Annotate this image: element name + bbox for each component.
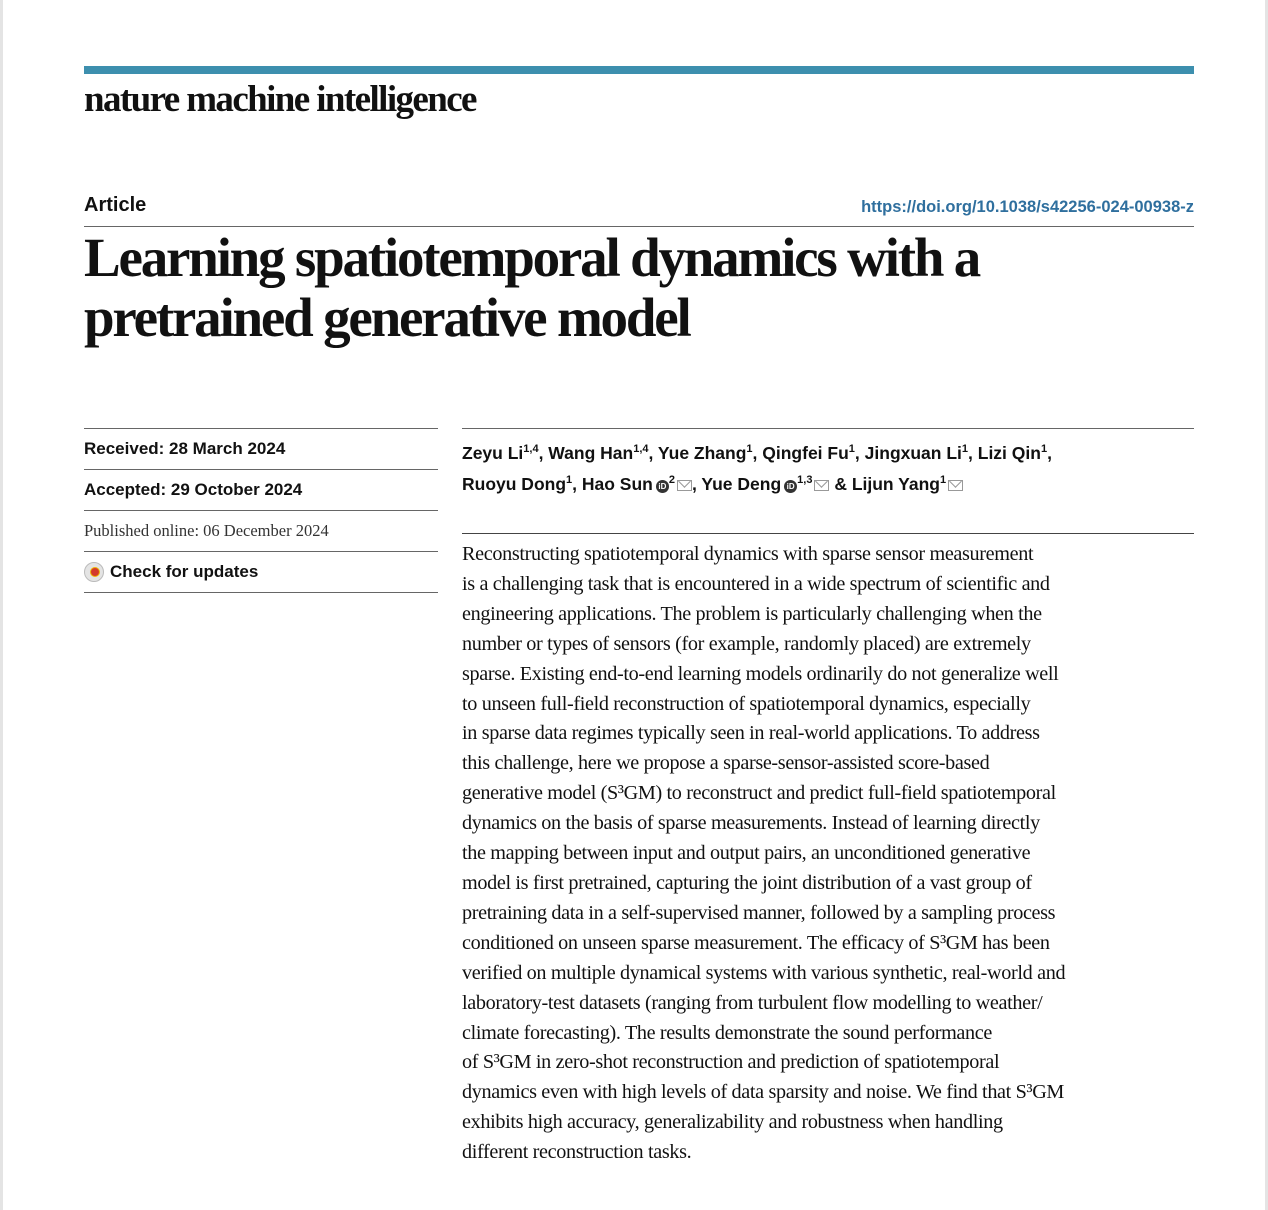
abstract-line: conditioned on unseen sparse measurement. The efficacy of S³GM has been (462, 931, 1050, 954)
check-updates-label: Check for updates (110, 562, 259, 581)
abstract-line: number or types of sensors (for example, randomly placed) are extremely (462, 632, 1031, 655)
author-affiliation: 1,3 (797, 473, 813, 486)
author-affiliation: 2 (668, 473, 675, 486)
author-separator: , (648, 442, 658, 463)
check-updates-icon (84, 562, 104, 582)
author-name: Yue Zhang (657, 442, 747, 463)
author-affiliation: 1 (940, 473, 947, 486)
orcid-icon[interactable]: iD (656, 480, 669, 493)
author[interactable] (658, 443, 753, 463)
abstract-line: exhibits high accuracy, generalizability and robustness when handling (462, 1111, 1003, 1134)
abstract-line: verified on multiple dynamical systems with various synthetic, real-world and (462, 961, 1066, 984)
author-name: Wang Han (548, 442, 634, 463)
abstract-line: the mapping between input and output pairs, an unconditioned generative (462, 842, 1031, 865)
author[interactable] (462, 474, 572, 494)
received-date: Received: 28 March 2024 (84, 429, 438, 470)
abstract-line: this challenge, here we propose a sparse-sensor-assisted score-based (462, 752, 990, 775)
author-separator: , (1047, 442, 1052, 463)
author[interactable] (852, 474, 963, 494)
author[interactable] (548, 443, 648, 463)
abstract-divider (462, 533, 1194, 534)
page-left-edge (0, 0, 3, 1210)
abstract-line: dynamics even with high levels of data sparsity and noise. We find that S³GM (462, 1081, 1065, 1104)
abstract-line: in sparse data regimes typically seen in real-world applications. To address (462, 722, 1040, 745)
email-icon[interactable] (948, 480, 963, 491)
author-affiliation: 1 (1040, 443, 1048, 455)
accepted-date: Accepted: 29 October 2024 (84, 470, 438, 511)
abstract-line: model is first pretrained, capturing the joint distribution of a vast group of (462, 871, 1032, 894)
author[interactable] (865, 443, 968, 463)
abstract-line: engineering applications. The problem is particularly challenging when the (462, 602, 1042, 625)
author-affiliation: 1 (848, 443, 855, 455)
author[interactable] (462, 443, 539, 463)
author-name: Ruoyu Dong (462, 473, 567, 494)
author-separator: , (752, 442, 763, 463)
abstract-line: Reconstructing spatiotemporal dynamics with sparse sensor measurement (462, 543, 1034, 565)
author-separator: , (572, 473, 582, 494)
orcid-icon[interactable]: iD (784, 480, 797, 493)
author[interactable] (582, 474, 692, 494)
authors-top-divider (462, 428, 1194, 429)
email-icon[interactable] (677, 480, 692, 491)
author[interactable] (978, 443, 1047, 463)
author-name: Lizi Qin (977, 442, 1041, 463)
abstract-line: is a challenging task that is encountered in a wide spectrum of scientific and (462, 572, 1050, 595)
email-icon[interactable] (814, 480, 829, 491)
author-separator: , (538, 442, 549, 463)
article-title: Learning spatiotemporal dynamics with a pretrained generative model (84, 227, 980, 348)
doi-link[interactable]: https://doi.org/10.1038/s42256-024-00938-z (861, 198, 1194, 216)
author-separator: , (691, 473, 702, 494)
journal-name: nature machine intelligence (84, 79, 476, 120)
author-affiliation: 1,4 (633, 443, 649, 455)
author[interactable] (762, 443, 855, 463)
check-for-updates-button[interactable] (84, 552, 438, 593)
author-list (462, 436, 1194, 498)
abstract-line: laboratory-test datasets (ranging from turbulent flow modelling to weather/ (462, 991, 1043, 1014)
abstract-line: dynamics on the basis of sparse measurements. Instead of learning directly (462, 812, 1040, 835)
author-name: Jingxuan Li (864, 442, 962, 463)
author-name: Zeyu Li (462, 442, 524, 463)
abstract-line: generative model (S³GM) to reconstruct and predict full-field spatiotemporal (462, 782, 1056, 805)
author[interactable] (701, 474, 829, 494)
author-name: Yue Deng (701, 473, 782, 494)
journal-accent-bar (84, 66, 1194, 74)
author-affiliation: 1 (566, 473, 573, 486)
author-separator: & (829, 473, 852, 494)
abstract (462, 540, 1194, 1168)
author-name: Hao Sun (581, 473, 653, 494)
author-separator: , (854, 442, 865, 463)
dates-panel (84, 429, 438, 593)
abstract-line: sparse. Existing end-to-end learning models ordinarily do not generalize well (462, 662, 1059, 685)
abstract-line: of S³GM in zero-shot reconstruction and prediction of spatiotemporal (462, 1051, 1000, 1074)
abstract-line: to unseen full-field reconstruction of spatiotemporal dynamics, especially (462, 692, 1031, 715)
abstract-line: climate forecasting). The results demonstrate the sound performance (462, 1021, 993, 1044)
article-type: Article (84, 194, 147, 216)
author-affiliation: 1 (961, 443, 969, 455)
author-affiliation: 1 (746, 443, 753, 455)
author-name: Lijun Yang (851, 473, 940, 494)
author-affiliation: 1,4 (523, 443, 539, 455)
author-name: Qingfei Fu (762, 442, 849, 463)
author-separator: , (968, 442, 978, 463)
abstract-line: pretraining data in a self-supervised manner, followed by a sampling process (462, 901, 1056, 924)
abstract-line: different reconstruction tasks. (462, 1141, 692, 1164)
published-date: Published online: 06 December 2024 (84, 511, 438, 552)
